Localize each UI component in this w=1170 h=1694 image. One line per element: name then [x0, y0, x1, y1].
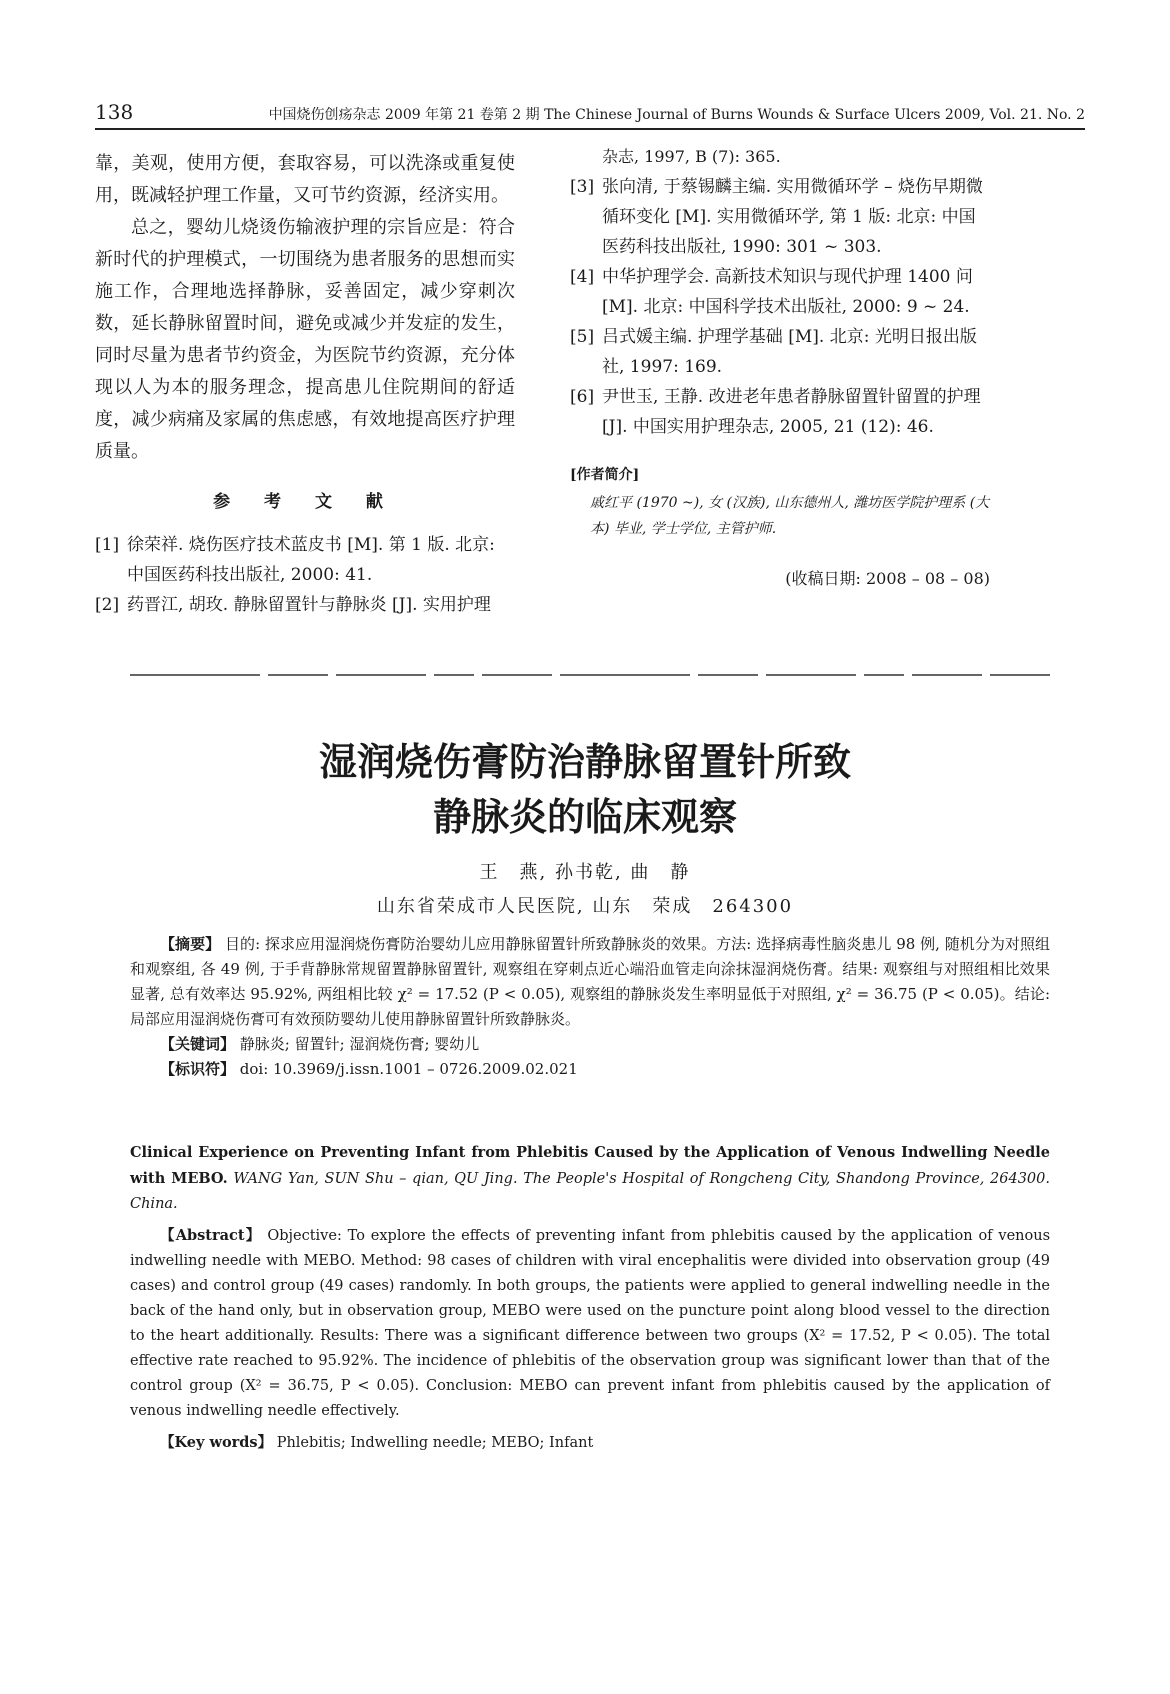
reference-number: [6]	[570, 387, 595, 407]
english-authors: WANG Yan, SUN Shu – qian, QU Jing. The People's Hospital of Rongcheng City, Shandong Province, 264300. China.	[130, 1171, 1050, 1212]
english-abstract	[130, 1140, 1050, 1456]
abstract-paragraph	[130, 932, 1050, 1032]
received-date: (收稿日期: 2008 – 08 – 08)	[785, 569, 990, 588]
body-paragraph: 靠，美观，使用方便，套取容易，可以洗涤或重复使用，既减轻护理工作量，又可节约资源，经济实用。	[95, 153, 515, 206]
abstract-text: 目的: 探求应用湿润烧伤膏防治婴幼儿应用静脉留置针所致静脉炎的效果。方法: 选择病毒性脑炎患儿 98 例, 随机分为对照组和观察组, 各 49 例, 于手背静脉常规留置静脉留置针, 观察组在穿刺点近心端沿血管走向涂抹湿润烧伤膏。结果: 观察组与对照组相比效果显著, 总有效率达 95.92%, 两组相比较 χ² = 17.52 (P < 0.05), 观察组的静脉炎发生率明显低于对照组, χ² = 36.75 (P < 0.05)。结论: 局部应用湿润烧伤膏可有效预防婴幼儿使用静脉留置针所致静脉炎。	[130, 935, 1050, 1028]
reference-item	[95, 530, 515, 590]
english-keywords-text: Phlebitis; Indwelling needle; MEBO; Infant	[276, 1435, 594, 1451]
reference-continuation: 杂志, 1997, B (7): 365.	[602, 147, 781, 166]
section-divider	[130, 672, 1050, 678]
reference-number: [2]	[95, 595, 120, 615]
right-column	[570, 142, 990, 594]
reference-text: 吕式媛主编. 护理学基础 [M]. 北京: 光明日报出版社, 1997: 169.	[602, 327, 977, 377]
english-abstract-paragraph	[130, 1223, 1050, 1424]
page-header	[95, 100, 1085, 130]
page-number: 138	[95, 100, 134, 124]
english-title-block	[130, 1140, 1050, 1217]
body-paragraph: 总之，婴幼儿烧烫伤输液护理的宗旨应是：符合新时代的护理模式，一切围绕为患者服务的思想而实施工作，合理地选择静脉，妥善固定，减少穿刺次数，延长静脉留置时间，避免或减少并发症的发生，同时尽量为患者节约资金，为医院节约资源，充分体现以人为本的服务理念，提高患儿住院期间的舒适度，减少病痛及家属的焦虑感，有效地提高医疗护理质量。	[95, 217, 515, 462]
article-title-line-1: 湿润烧伤膏防治静脉留置针所致	[318, 739, 851, 784]
english-keywords-label: 【Key words】	[160, 1434, 273, 1451]
author-bio-label: [作者简介]	[570, 467, 640, 483]
running-head: 中国烧伤创疡杂志 2009 年第 21 卷第 2 期 The Chinese Journal of Burns Wounds & Surface Ulcers 2009, Vol. 21. No. 2	[268, 107, 1085, 123]
reference-text: 中华护理学会. 高新技术知识与现代护理 1400 问 [M]. 北京: 中国科学技术出版社, 2000: 9 ~ 24.	[602, 267, 973, 317]
english-keywords-line	[130, 1430, 1050, 1456]
references-heading: 参 考 文 献	[213, 492, 397, 512]
reference-number: [3]	[570, 177, 595, 197]
chinese-abstract	[130, 932, 1050, 1082]
keywords-text: 静脉炎; 留置针; 湿润烧伤膏; 婴幼儿	[239, 1035, 480, 1053]
article-title-line-2: 静脉炎的临床观察	[432, 794, 737, 839]
reference-number: [1]	[95, 535, 120, 555]
doi-text: doi: 10.3969/j.issn.1001 – 0726.2009.02.021	[239, 1060, 578, 1078]
author-bio-text: 戚红平 (1970 ~), 女 (汉族), 山东德州人, 潍坊医学院护理系 (大本) 毕业, 学士学位, 主管护师.	[590, 495, 990, 537]
english-title: Clinical Experience on Preventing Infant from Phlebitis Caused by the Application of Venous Indwelling Needle with MEBO.	[130, 1144, 1050, 1187]
reference-text: 徐荣祥. 烧伤医疗技术蓝皮书 [M]. 第 1 版. 北京: 中国医药科技出版社, 2000: 41.	[127, 535, 495, 585]
reference-text: 张向清, 于蔡锡麟主编. 实用微循环学 – 烧伤早期微循环变化 [M]. 实用微循环学, 第 1 版: 北京: 中国医药科技出版社, 1990: 301 ~ 303.	[602, 177, 983, 257]
english-abstract-label: 【Abstract】	[160, 1227, 262, 1244]
reference-item	[570, 322, 990, 382]
doi-label: 【标识符】	[160, 1060, 236, 1078]
abstract-label: 【摘要】	[160, 935, 221, 953]
reference-item	[570, 172, 990, 262]
reference-text: 药晋江, 胡玫. 静脉留置针与静脉炎 [J]. 实用护理	[127, 595, 491, 615]
english-abstract-text: Objective: To explore the effects of preventing infant from phlebitis caused by the application of venous indwelling needle with MEBO. Method: 98 cases of children with viral encephalitis were divided into observation group (49 cases) and control group (49 cases) randomly. In both groups, the patients were applied to general indwelling needle in the back of the hand only, but in observation group, MEBO were used on the puncture point along blood vessel to the direction to the heart additionally. Results: There was a significant difference between two groups (X² = 17.52, P < 0.05). The total effective rate reached to 95.92%. The incidence of phlebitis of the observation group was significant lower than that of the control group (X² = 36.75, P < 0.05). Conclusion: MEBO can prevent infant from phlebitis caused by the application of venous indwelling needle effectively.	[130, 1228, 1051, 1419]
reference-item	[95, 590, 515, 620]
reference-number: [4]	[570, 267, 595, 287]
reference-item	[570, 262, 990, 322]
doi-line	[130, 1057, 1050, 1082]
reference-item	[570, 382, 990, 442]
reference-text: 尹世玉, 王静. 改进老年患者静脉留置针留置的护理 [J]. 中国实用护理杂志, 2005, 21 (12): 46.	[602, 387, 981, 437]
left-column	[95, 148, 515, 620]
keywords-label: 【关键词】	[160, 1035, 236, 1053]
article-authors: 王 燕, 孙书乾, 曲 静	[479, 862, 691, 883]
article-affiliation: 山东省荣成市人民医院, 山东 荣成 264300	[376, 896, 794, 917]
reference-number: [5]	[570, 327, 595, 347]
keywords-line	[130, 1032, 1050, 1057]
